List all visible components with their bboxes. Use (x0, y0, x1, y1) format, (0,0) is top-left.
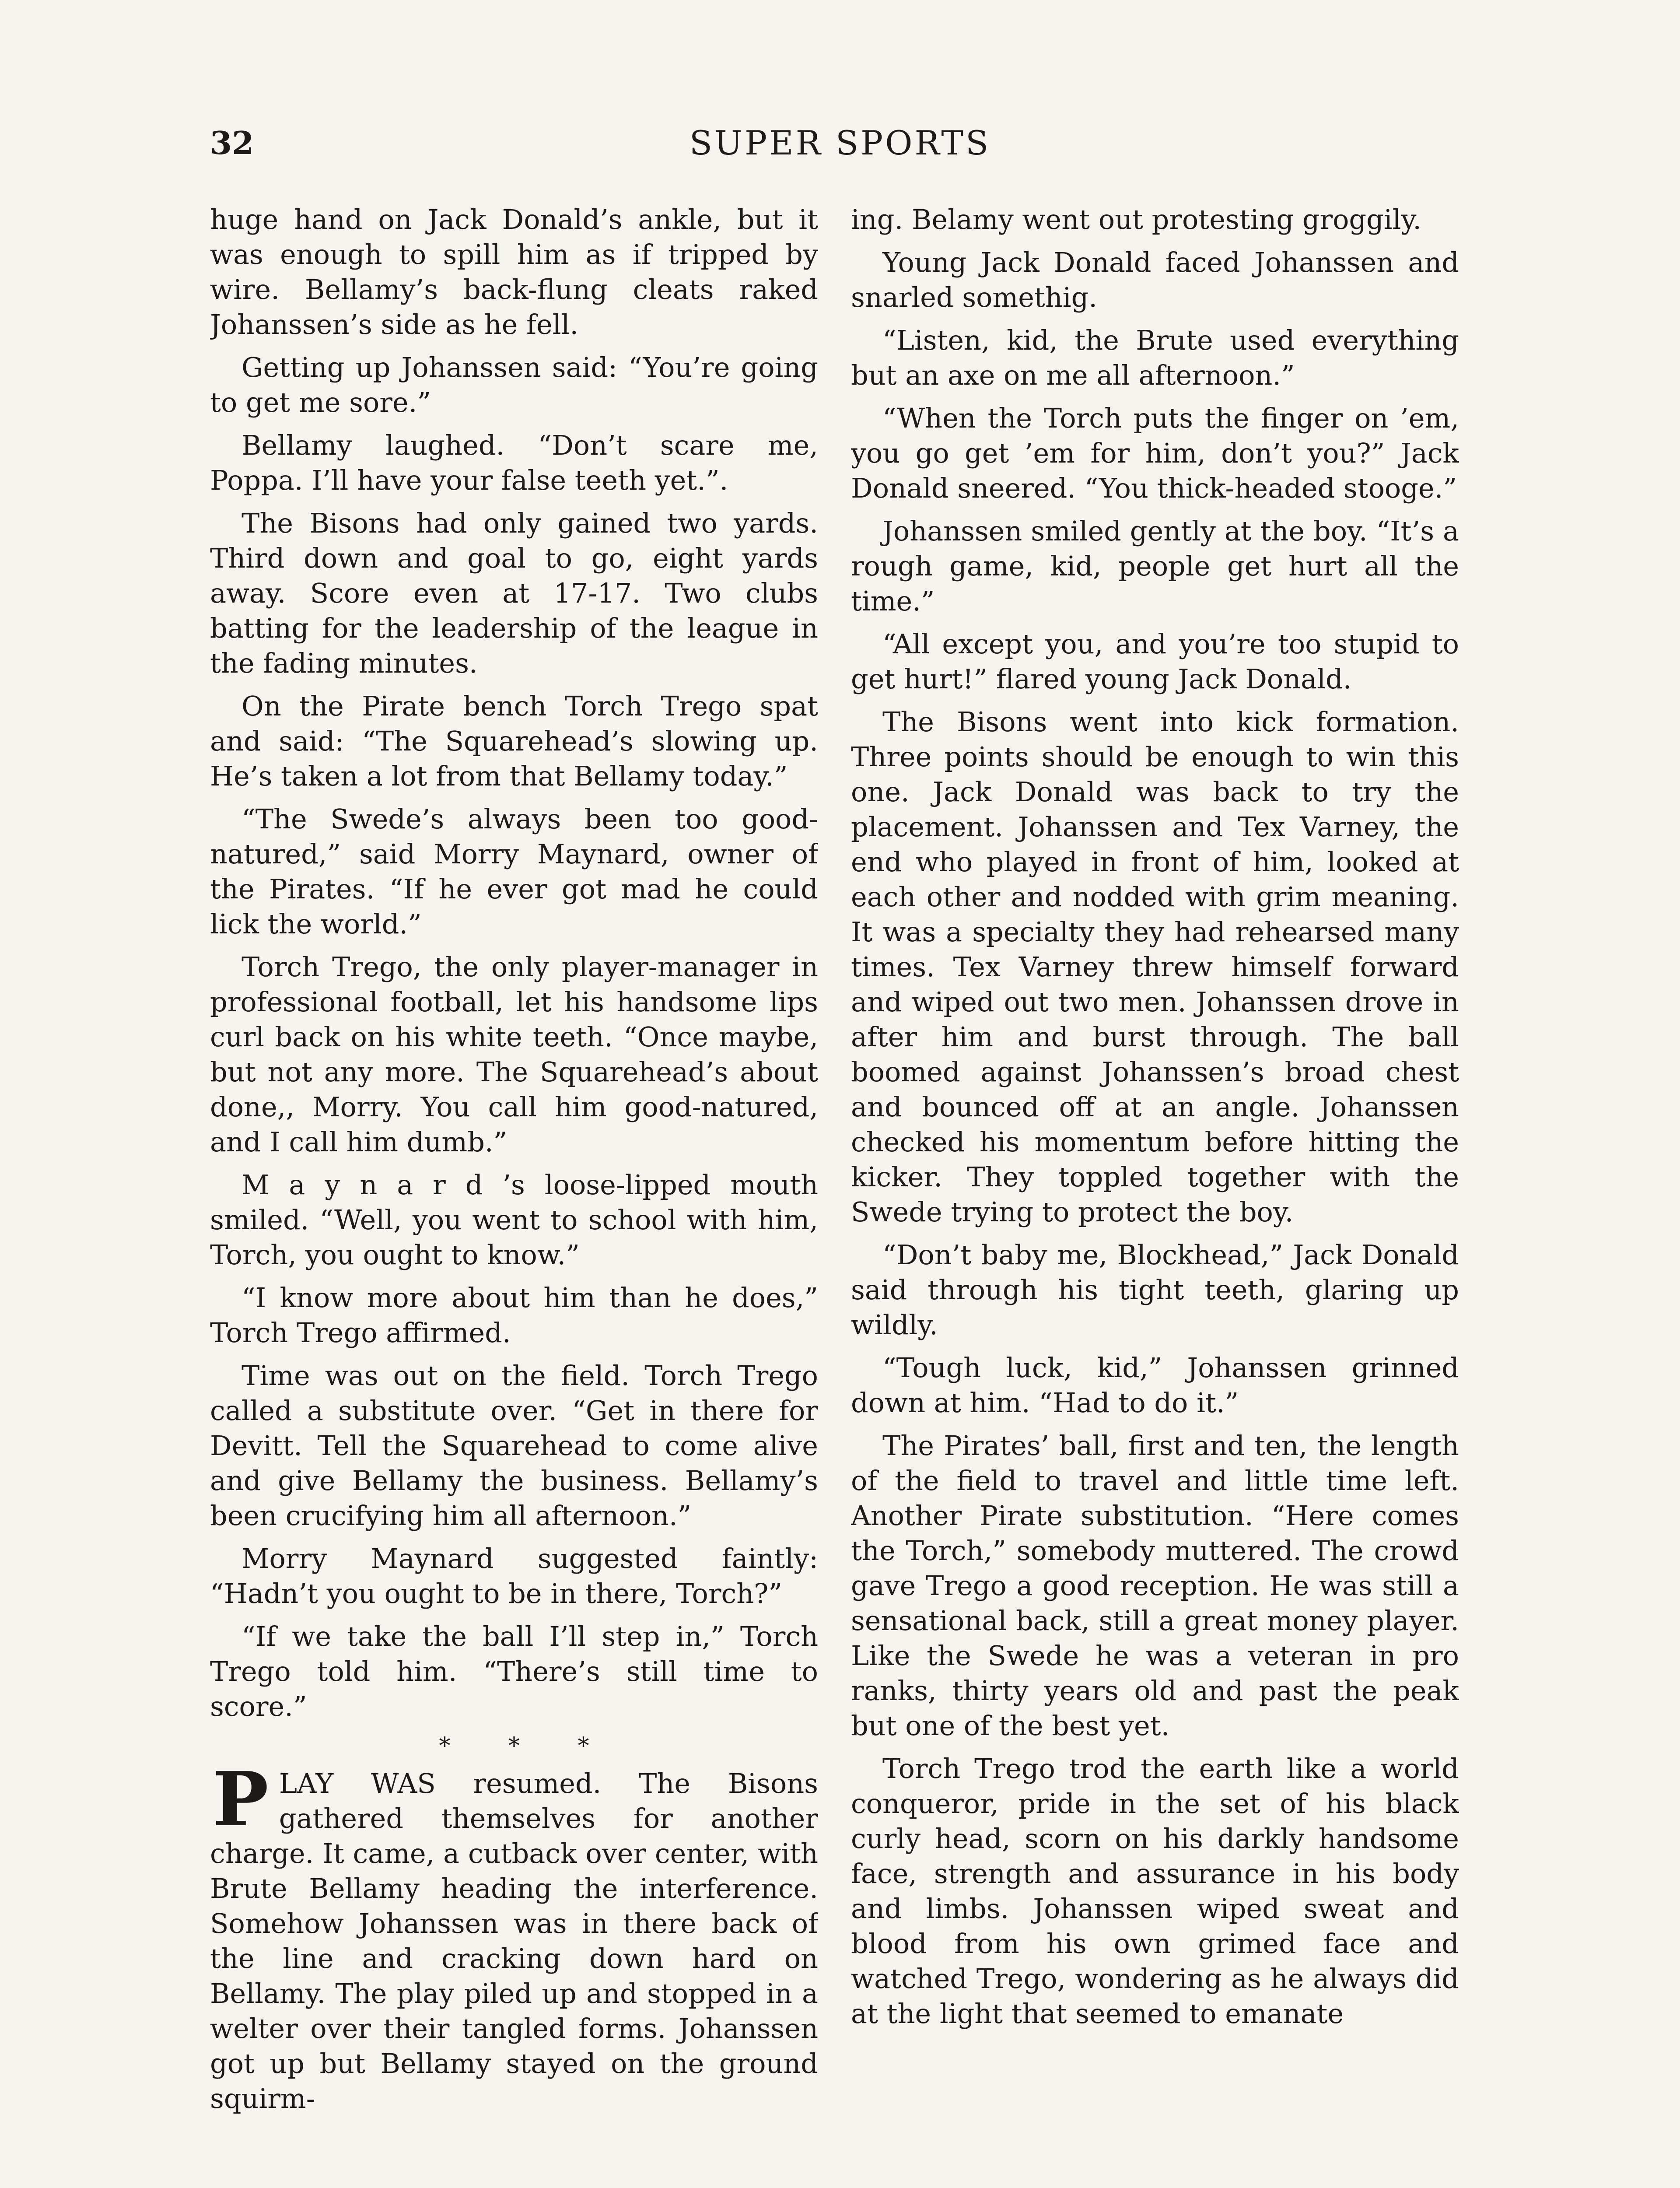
drop-cap: P (213, 1756, 269, 1843)
paragraph: Johanssen smiled gently at the boy. “It’s a rough game, kid, people get hurt all the time.” (851, 515, 1459, 617)
paragraph: Young Jack Donald faced Johanssen and snarled somethig. (851, 246, 1459, 313)
paragraph: “The Swede’s always been too good-natured,” said Morry Maynard, owner of the Pirates. “If he ever got mad he could lick the world.” (210, 803, 818, 940)
paragraph: The Bisons went into kick formation. Three points should be enough to win this one. Jack Donald was back to try the placement. Johanssen and Tex Varney, the end who played in front of him, looked at each other and nodded with grim meaning. It was a specialty they had rehearsed many times. Tex Varney threw himself forward and wiped out two men. Johanssen drove in after him and burst through. The ball boomed against Johanssen’s broad chest and bounced off at an angle. Johanssen checked his momentum before hitting the kicker. They toppled together with the Swede trying to protect the boy. (851, 706, 1459, 1228)
paragraph: “Tough luck, kid,” Johanssen grinned down at him. “Had to do it.” (851, 1352, 1459, 1419)
paragraph: Getting up Johanssen said: “You’re going to get me sore.” (210, 351, 818, 418)
paragraph: On the Pirate bench Torch Trego spat and said: “The Squarehead’s slowing up. He’s taken a lot from that Bellamy today.” (210, 690, 818, 792)
paragraph: The Bisons had only gained two yards. Third down and goal to go, eight yards away. Score even at 17-17. Two clubs batting for the leadership of the league in the fading minutes. (210, 507, 818, 679)
paragraph: The Pirates’ ball, first and ten, the length of the field to travel and little time left. Another Pirate substitution. “Here comes the Torch,” somebody muttered. The crowd gave Trego a good reception. He was still a sensational back, still a great money player. Like the Swede he was a veteran in pro ranks, thirty years old and past the peak but one of the best yet. (851, 1430, 1459, 1742)
paragraph: Bellamy laughed. “Don’t scare me, Poppa. I’ll have your false teeth yet.”. (210, 429, 818, 496)
paragraph: Morry Maynard suggested faintly: “Hadn’t you ought to be in there, Torch?” (210, 1543, 818, 1609)
paragraph: Time was out on the field. Torch Trego called a substitute over. “Get in there for Devitt. Tell the Squarehead to come alive and give Bellamy the business. Bellamy’s been crucifying him all afternoon.” (210, 1360, 818, 1532)
paragraph: “When the Torch puts the finger on ’em, you go get ’em for him, don’t you?” Jack Donald sneered. “You thick-headed stooge.” (851, 402, 1459, 504)
left-column (210, 202, 818, 2188)
page-number: 32 (210, 124, 254, 161)
right-column (851, 202, 1459, 2188)
magazine-title: SUPER SPORTS (689, 123, 991, 162)
paragraph: huge hand on Jack Donald’s ankle, but it was enough to spill him as if tripped by wire. Bellamy’s back-flung cleats raked Johanssen’s side as he fell. (210, 203, 818, 340)
paragraph: ing. Belamy went out protesting groggily. (851, 203, 1421, 235)
paragraph-text: LAY WAS resumed. The Bisons gathered themselves for another charge. It came, a cutback over center, with Brute Bellamy heading the interference. Somehow Johanssen was in there back of the line and cracking down hard on Bellamy. The play piled up and stopped in a welter over their tangled forms. Johanssen got up but Bellamy stayed on the ground squirm- (210, 1767, 818, 2114)
page-header (210, 119, 1470, 167)
section-break: * * * (439, 1733, 615, 1759)
paragraph: Torch Trego, the only player-manager in professional football, let his handsome lips curl back on his white teeth. “Once maybe, but not any more. The Squarehead’s about done,, Morry. You call him good-natured, and I call him dumb.” (210, 951, 818, 1158)
paragraph: “All except you, and you’re too stupid to get hurt!” flared young Jack Donald. (851, 628, 1459, 695)
paragraph: “Listen, kid, the Brute used everything but an axe on me all afternoon.” (851, 324, 1459, 391)
drop-cap-paragraph (210, 1756, 818, 2116)
paragraph: Torch Trego trod the earth like a world conqueror, pride in the set of his black curly head, scorn on his darkly handsome face, strength and assurance in his body and limbs. Johanssen wiped sweat and blood from his own grimed face and watched Trego, wondering as he always did at the light that seemed to emanate (851, 1753, 1459, 2030)
paragraph: “I know more about him than he does,” Torch Trego affirmed. (210, 1282, 818, 1349)
paragraph: M a y n a r d ’s loose-lipped mouth smiled. “Well, you went to school with him, Torch, you ought to know.” (210, 1169, 818, 1271)
paragraph: “Don’t baby me, Blockhead,” Jack Donald said through his tight teeth, glaring up wildly. (851, 1239, 1459, 1341)
paragraph: “If we take the ball I’ll step in,” Torch Trego told him. “There’s still time to score.” (210, 1620, 818, 1722)
